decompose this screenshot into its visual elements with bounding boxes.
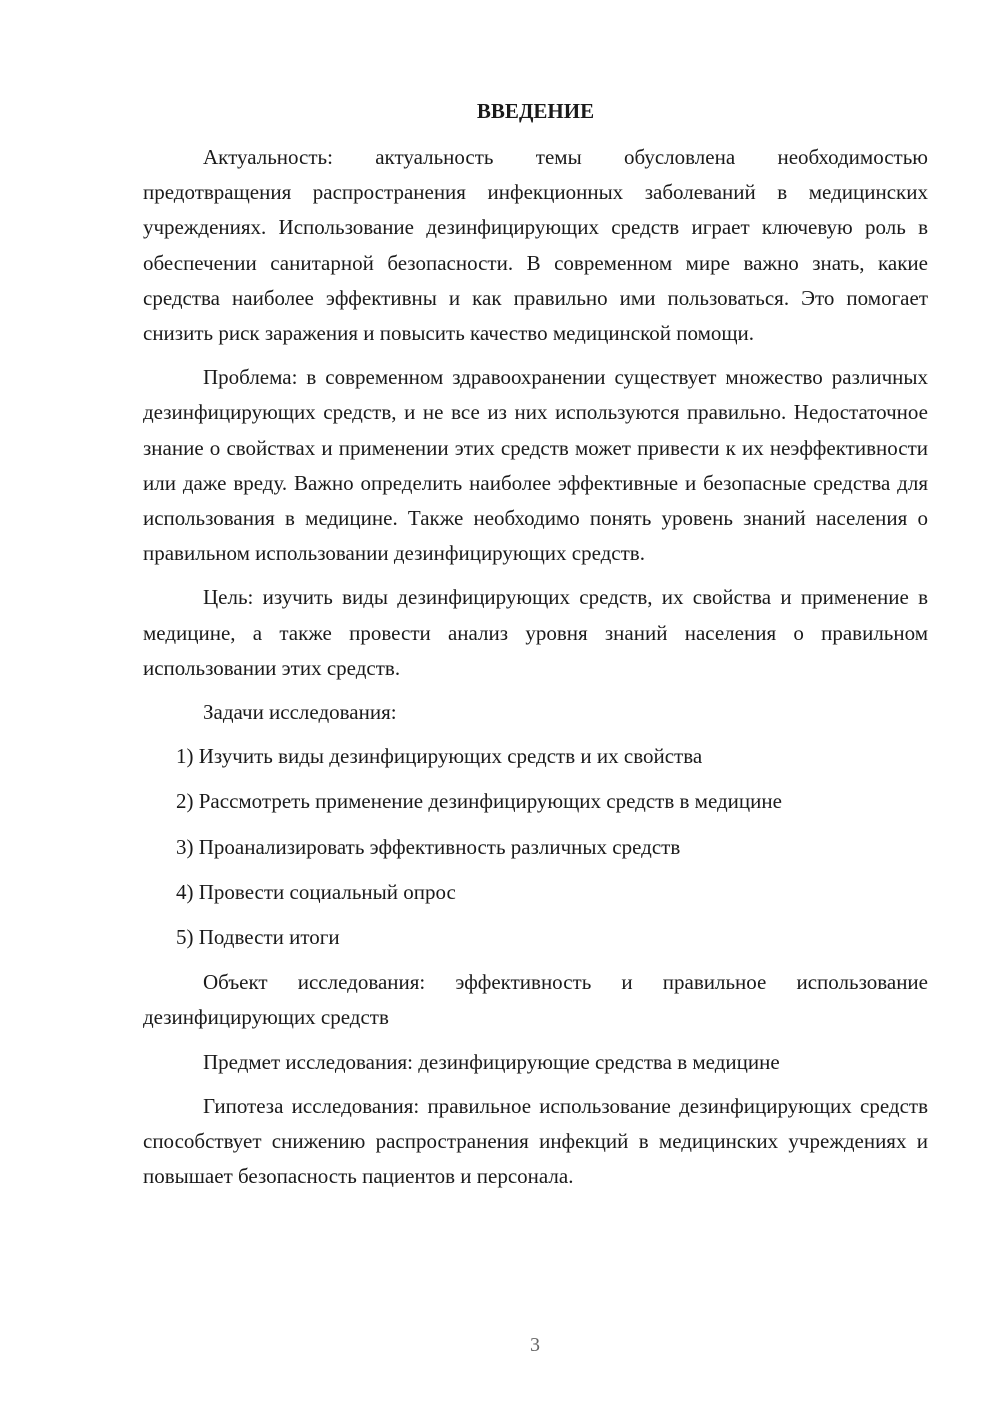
task-item-1: 1) Изучить виды дезинфицирующих средств и их свойства (176, 744, 703, 769)
paragraph-relevance: Актуальность: актуальность темы обусловлена необходимостью предотвращения распространения инфекционных заболеваний в медицинских учреждениях. Использование дезинфицирующих средств играет ключевую роль в обеспечении санитарной безопасности. В современном мире важно знать, какие средства наиболее эффективны и как правильно ими пользоваться. Это помогает снизить риск заражения и повысить качество медицинской помощи. (143, 145, 928, 346)
paragraph-hypothesis: Гипотеза исследования: правильное использование дезинфицирующих средств способствует снижению распространения инфекций в медицинских учреждениях и повышает безопасность пациентов и персонала. (143, 1093, 928, 1189)
task-item-5: 5) Подвести итоги (176, 925, 340, 950)
task-list (143, 739, 928, 955)
paragraph-goal: Цель: изучить виды дезинфицирующих средств, их свойства и применение в медицине, а также провести анализ уровня знаний населения о правильном использовании этих средств. (143, 585, 928, 680)
paragraph-subject: Предмет исследования: дезинфицирующие средства в медицине (203, 1049, 780, 1074)
paragraph-object: Объект исследования: эффективность и правильное использование дезинфицирующих средств (143, 970, 928, 1030)
page-title: ВВЕДЕНИЕ (476, 99, 595, 123)
paragraph-tasks-heading: Задачи исследования: (203, 700, 397, 725)
task-item-2: 2) Рассмотреть применение дезинфицирующих средств в медицине (176, 789, 782, 814)
paragraph-problem: Проблема: в современном здравоохранении существует множество различных дезинфицирующих средств, и не все из них используются правильно. Недостаточное знание о свойствах и применении этих средств может привести к их неэффективности или даже вреду. Важно определить наиболее эффективные и безопасные средства для использования в медицине. Также необходимо понять уровень знаний населения о правильном использовании дезинфицирующих средств. (143, 365, 928, 566)
task-item-3: 3) Проанализировать эффективность различных средств (176, 834, 681, 859)
page-number: 3 (530, 1334, 540, 1356)
task-item-4: 4) Провести социальный опрос (176, 879, 456, 904)
document-page (143, 96, 928, 1203)
